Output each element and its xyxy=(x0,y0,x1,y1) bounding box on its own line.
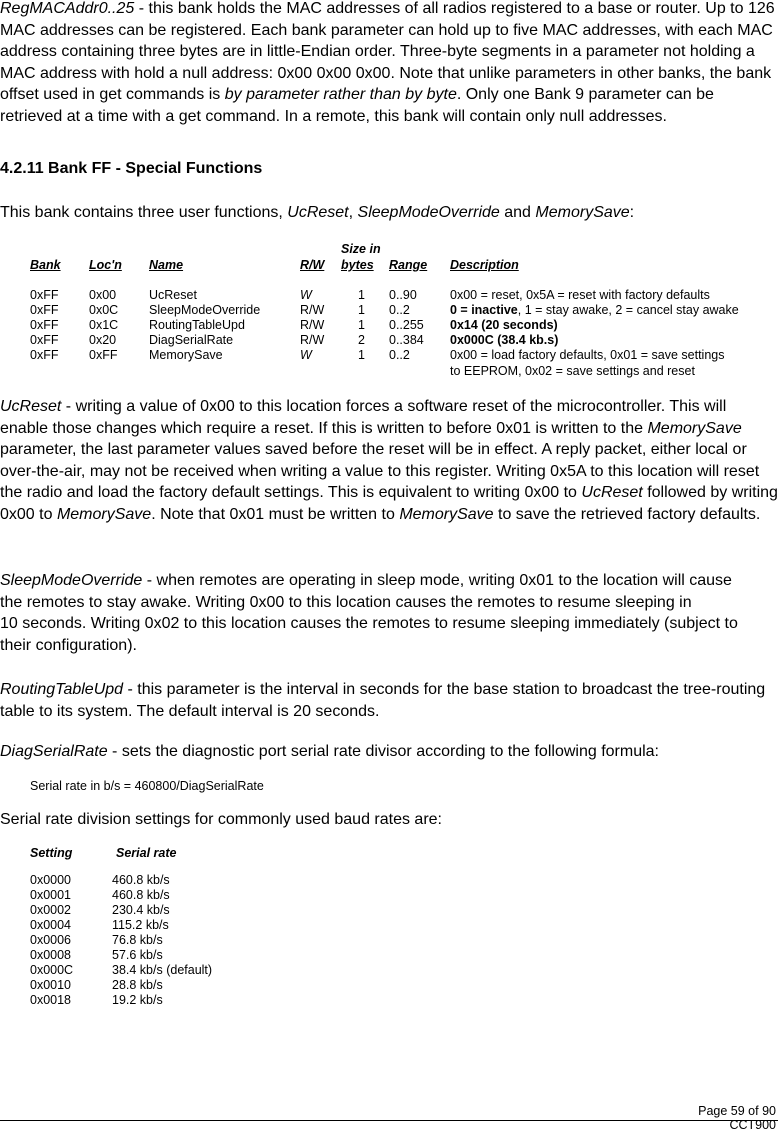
rates-intro: Serial rate division settings for commonly used baud rates are: xyxy=(0,811,442,828)
cell-range: 0..384 xyxy=(389,333,424,347)
cell-rw: R/W xyxy=(300,303,325,317)
cell-bank: 0xFF xyxy=(30,348,59,362)
rate-value: 38.4 kb/s (default) xyxy=(112,963,213,977)
col-header-setting: Setting xyxy=(30,846,73,860)
cell-size: 2 xyxy=(358,333,365,347)
cell-description-continued: to EEPROM, 0x02 = save settings and reset xyxy=(450,364,695,378)
rate-setting: 0x000C xyxy=(30,963,74,977)
rate-value: 230.4 kb/s xyxy=(112,903,170,917)
cell-rw: R/W xyxy=(300,333,325,347)
rate-setting: 0x0008 xyxy=(30,948,72,962)
regmacaddr-paragraph: RegMACAddr0..25 - this bank holds the MAC addresses of all radios registered to a base or router. Up to 126 MAC addresses can be registered. Each bank parameter can hold up to five MAC addresses, with each MAC address containing three bytes are in little-Endian order. Three-byte segments in a parameter not holding a MAC address with hold a null address: 0x00 0x00 0x00. Note that unlike parameters in other banks, the bank offset used in get commands is by parameter rather than by byte. Only one Bank 9 parameter can be retrieved at a time with a get command. In a remote, this bank will contain only null addresses. xyxy=(0,0,775,125)
rate-setting: 0x0018 xyxy=(30,993,72,1007)
cell-size: 1 xyxy=(358,318,365,332)
cell-description: 0x14 (20 seconds) xyxy=(450,318,558,332)
cell-rw: W xyxy=(300,348,312,362)
rate-value: 115.2 kb/s xyxy=(112,918,169,932)
col-header-range: Range xyxy=(389,258,428,272)
cell-description: 0x000C (38.4 kb.s) xyxy=(450,333,559,347)
sleepmode-paragraph: SleepModeOverride - when remotes are operating in sleep mode, writing 0x01 to the location will cause the remotes to stay awake. Writing 0x00 to this location causes the remotes to resume sleeping in 10 seconds. Writing 0x02 to this location causes the remotes to resume sleeping immediately (subject to their configuration). xyxy=(0,572,738,654)
rate-setting: 0x0010 xyxy=(30,978,72,992)
cell-rw: R/W xyxy=(300,318,325,332)
col-header-size-line1: Size in xyxy=(341,242,381,256)
cell-rw: W xyxy=(300,288,312,302)
rate-value: 57.6 kb/s xyxy=(112,948,163,962)
cell-bank: 0xFF xyxy=(30,318,59,332)
rate-setting: 0x0006 xyxy=(30,933,72,947)
page-number: Page 59 of 90 xyxy=(698,1104,776,1118)
rate-value: 460.8 kb/s xyxy=(112,888,170,902)
col-header-description: Description xyxy=(450,258,519,272)
cell-range: 0..255 xyxy=(389,318,424,332)
col-header-location: Loc'n xyxy=(89,258,122,272)
rate-value: 76.8 kb/s xyxy=(112,933,163,947)
cell-location: 0x00 xyxy=(89,288,117,302)
cell-range: 0..2 xyxy=(389,348,410,362)
rate-setting: 0x0000 xyxy=(30,873,72,887)
cell-bank: 0xFF xyxy=(30,288,59,302)
cell-location: 0x20 xyxy=(89,333,117,347)
cell-bank: 0xFF xyxy=(30,333,59,347)
cell-description: 0x00 = load factory defaults, 0x01 = save settings xyxy=(450,348,725,362)
cell-name: MemorySave xyxy=(149,348,223,362)
document-id: CCT900 xyxy=(729,1118,776,1132)
cell-name: RoutingTableUpd xyxy=(149,318,245,332)
rate-value: 460.8 kb/s xyxy=(112,873,170,887)
serial-rate-formula: Serial rate in b/s = 460800/DiagSerialRate xyxy=(30,779,264,793)
diagserialrate-paragraph: DiagSerialRate - sets the diagnostic port serial rate divisor according to the following formula: xyxy=(0,743,659,760)
cell-range: 0..90 xyxy=(389,288,417,302)
cell-size: 1 xyxy=(358,303,365,317)
col-header-bank: Bank xyxy=(30,258,61,272)
routing-paragraph: RoutingTableUpd - this parameter is the interval in seconds for the base station to broadcast the tree-routing table to its system. The default interval is 20 seconds. xyxy=(0,681,766,720)
rate-value: 28.8 kb/s xyxy=(112,978,163,992)
cell-range: 0..2 xyxy=(389,303,410,317)
section-heading: 4.2.11 Bank FF - Special Functions xyxy=(0,160,263,177)
cell-description: 0 = inactive, 1 = stay awake, 2 = cancel stay awake xyxy=(450,303,739,317)
cell-location: 0x0C xyxy=(89,303,119,317)
cell-location: 0x1C xyxy=(89,318,119,332)
cell-description: 0x00 = reset, 0x5A = reset with factory defaults xyxy=(450,288,710,302)
col-header-rw: R/W xyxy=(300,258,325,272)
col-header-serial-rate: Serial rate xyxy=(116,846,177,860)
bank-intro-paragraph: This bank contains three user functions, UcReset, SleepModeOverride and MemorySave: xyxy=(0,204,635,221)
rate-setting: 0x0002 xyxy=(30,903,72,917)
rate-value: 19.2 kb/s xyxy=(112,993,163,1007)
cell-size: 1 xyxy=(358,348,365,362)
cell-location: 0xFF xyxy=(89,348,118,362)
footer-divider xyxy=(0,1120,778,1121)
cell-bank: 0xFF xyxy=(30,303,59,317)
cell-size: 1 xyxy=(358,288,365,302)
cell-name: UcReset xyxy=(149,288,197,302)
cell-name: SleepModeOverride xyxy=(149,303,261,317)
cell-name: DiagSerialRate xyxy=(149,333,234,347)
rate-setting: 0x0001 xyxy=(30,888,72,902)
ucreset-paragraph: UcReset - writing a value of 0x00 to this location forces a software reset of the microcontroller. This will enable those changes which require a reset. If this is written to before 0x01 is written to the MemorySave parameter, the last parameter values saved before the reset will be in effect. A reply packet, either local or over-the-air, may not be received when writing a value to this register. Writing 0x5A to this location will reset the radio and load the factory default settings. This is equivalent to writing 0x00 to UcReset followed by writing 0x00 to MemorySave. Note that 0x01 must be written to MemorySave to save the retrieved factory defaults. xyxy=(0,398,778,523)
col-header-name: Name xyxy=(149,258,184,272)
rate-setting: 0x0004 xyxy=(30,918,72,932)
col-header-size-line2: bytes xyxy=(341,258,374,272)
